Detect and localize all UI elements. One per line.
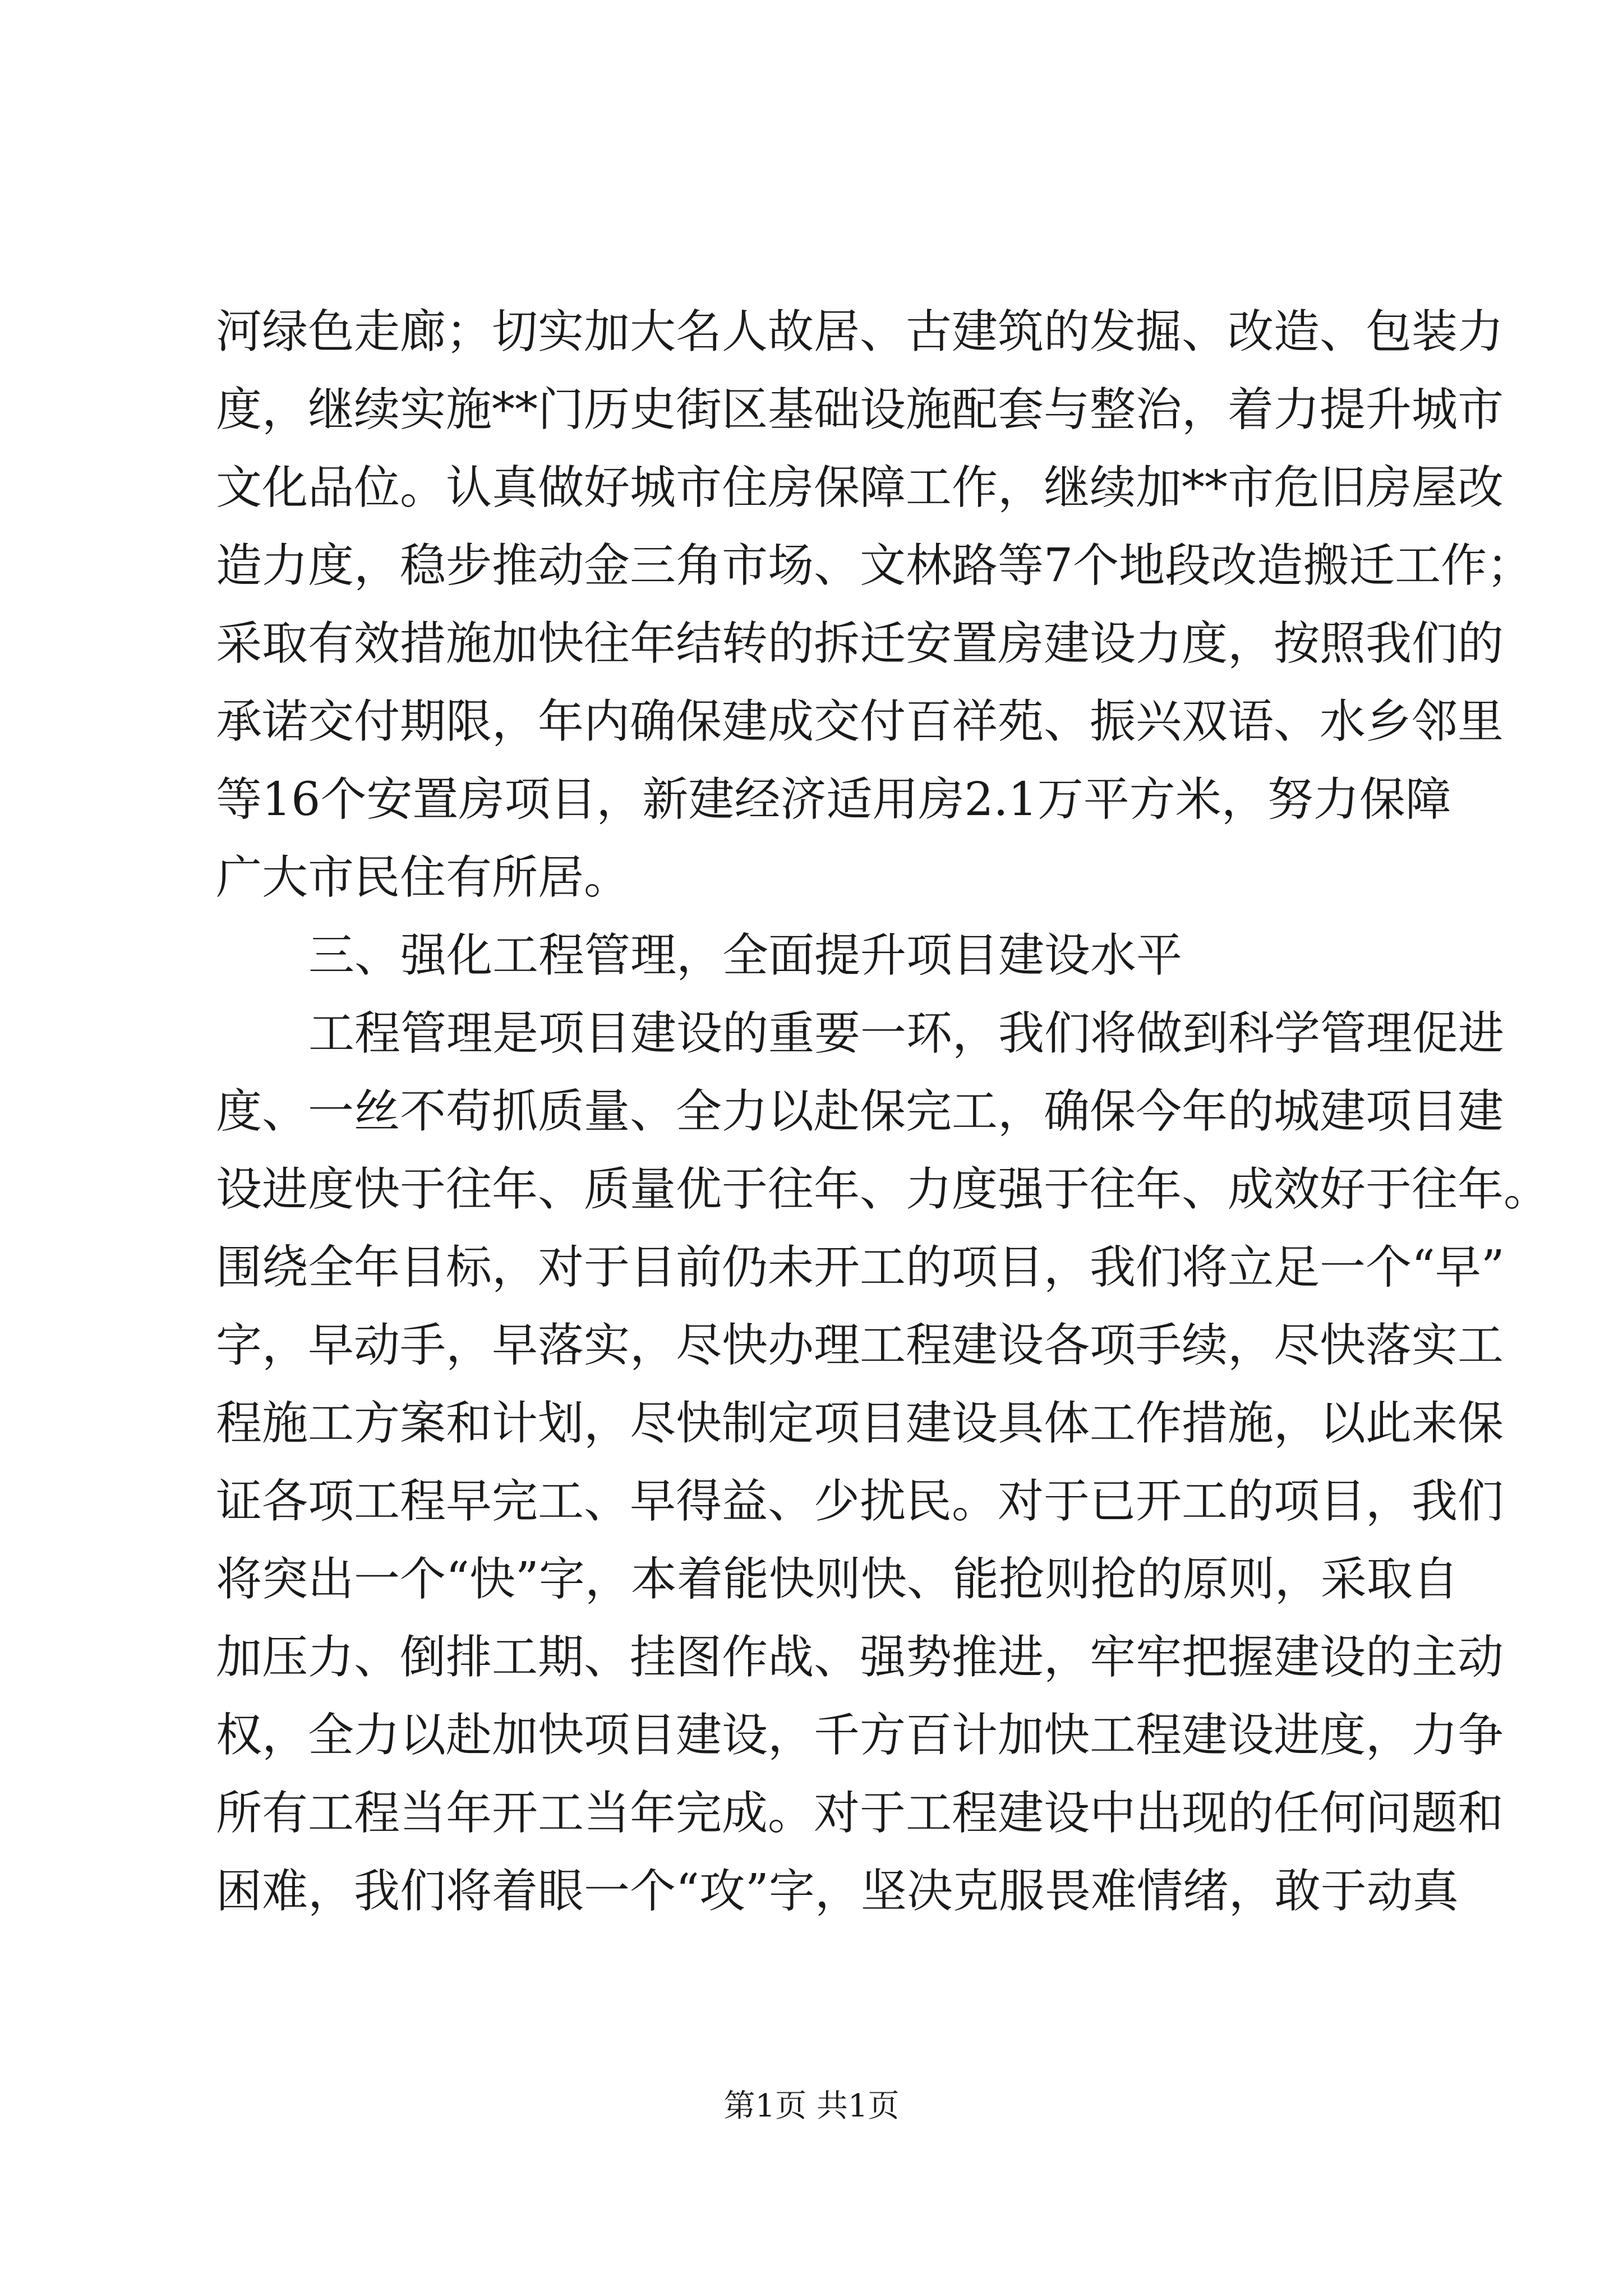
text-line: 度，继续实施**门历史街区基础设施配套与整治，着力提升城市 (216, 383, 1504, 436)
text-line: 程施工方案和计划，尽快制定项目建设具体工作措施，以此来保 (216, 1397, 1504, 1450)
text-line: 权，全力以赴加快项目建设，千方百计加快工程建设进度，力争 (216, 1709, 1504, 1762)
text-line: 所有工程当年开工当年完成。对于工程建设中出现的任何问题和 (216, 1787, 1504, 1840)
page-footer: 第1页 共1页 (723, 2088, 900, 2124)
text-line: 文化品位。认真做好城市住房保障工作，继续加**市危旧房屋改 (216, 461, 1504, 514)
text-line: 等16个安置房项目，新建经济适用房2.1万平方米，努力保障 (216, 773, 1451, 826)
text-line: 困难，我们将着眼一个“攻”字，坚决克服畏难情绪，敢于动真 (216, 1865, 1459, 1918)
text-line: 广大市民住有所居。 (216, 851, 630, 904)
text-line: 河绿色走廊；切实加大名人故居、古建筑的发掘、改造、包装力 (216, 305, 1504, 358)
text-line: 加压力、倒排工期、挂图作战、强势推进，牢牢把握建设的主动 (216, 1631, 1504, 1684)
text-line: 围绕全年目标，对于目前仍未开工的项目，我们将立足一个“早” (216, 1241, 1505, 1294)
text-line: 字，早动手，早落实，尽快办理工程建设各项手续，尽快落实工 (216, 1319, 1504, 1372)
text-line: 将突出一个“快”字，本着能快则快、能抢则抢的原则，采取自 (216, 1553, 1459, 1606)
text-line: 采取有效措施加快往年结转的拆迁安置房建设力度，按照我们的 (216, 617, 1504, 670)
section-heading: 三、强化工程管理，全面提升项目建设水平 (308, 929, 1183, 982)
text-line: 设进度快于往年、质量优于往年、力度强于往年、成效好于往年。 (216, 1163, 1550, 1216)
text-line: 造力度，稳步推动金三角市场、文林路等7个地段改造搬迁工作； (216, 539, 1533, 592)
text-line: 承诺交付期限，年内确保建成交付百祥苑、振兴双语、水乡邻里 (216, 695, 1504, 748)
text-line: 工程管理是项目建设的重要一环，我们将做到科学管理促进 (308, 1007, 1505, 1060)
text-line: 度、一丝不苟抓质量、全力以赴保完工，确保今年的城建项目建 (216, 1085, 1504, 1138)
text-line: 证各项工程早完工、早得益、少扰民。对于已开工的项目，我们 (216, 1475, 1504, 1528)
